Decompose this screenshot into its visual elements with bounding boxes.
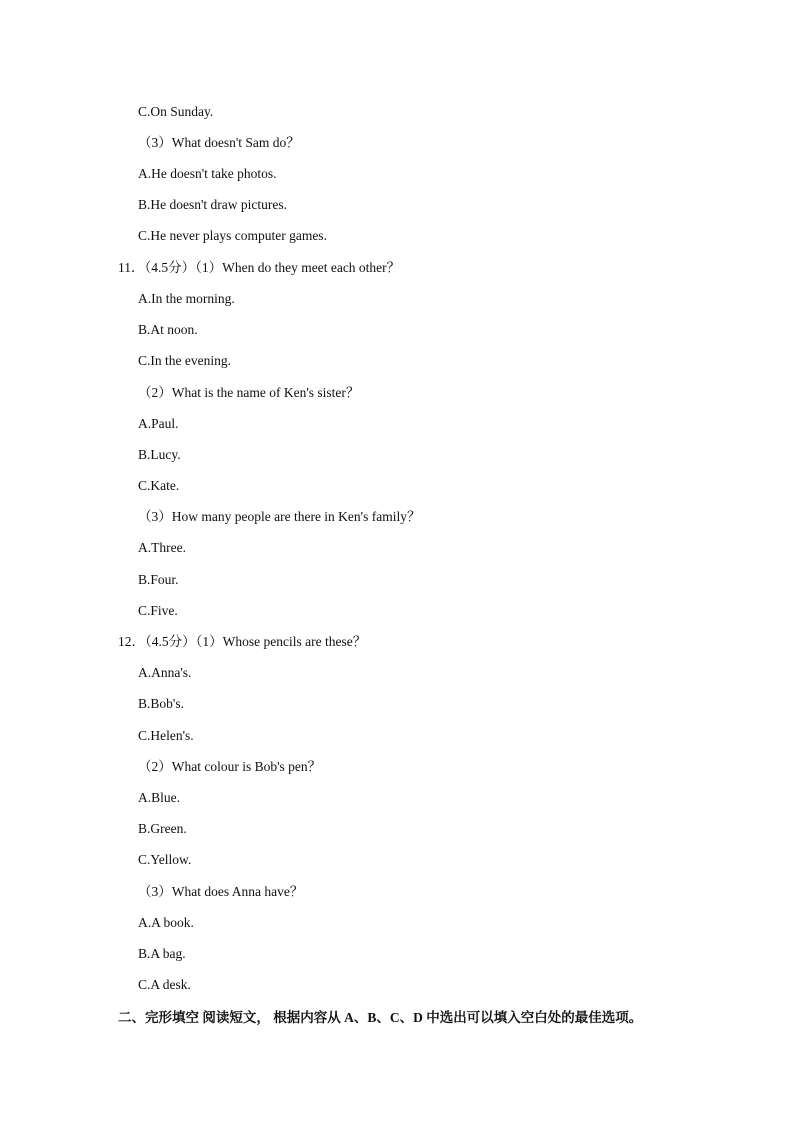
option-line: A.Blue. bbox=[138, 790, 180, 805]
option-line: B.Lucy. bbox=[138, 447, 181, 462]
section-heading: 二、完形填空 阅读短文， 根据内容从 A、B、C、D 中选出可以填入空白处的最佳选项。 bbox=[118, 1010, 643, 1025]
option-line: C.Five. bbox=[138, 603, 178, 618]
sub-question-line: （3）How many people are there in Ken's family？ bbox=[138, 509, 421, 524]
option-line: C.Helen's. bbox=[138, 728, 194, 743]
option-line: C.In the evening. bbox=[138, 353, 231, 368]
sub-question-line: （3）What doesn't Sam do？ bbox=[138, 135, 300, 150]
option-line: A.In the morning. bbox=[138, 291, 235, 306]
question-12-line: 12．（4.5分）（1）Whose pencils are these？ bbox=[118, 634, 367, 649]
option-line: A.Paul. bbox=[138, 416, 179, 431]
sub-question-line: （3）What does Anna have？ bbox=[138, 884, 304, 899]
option-line: A.He doesn't take photos. bbox=[138, 166, 277, 181]
option-line: C.He never plays computer games. bbox=[138, 228, 327, 243]
option-line: B.He doesn't draw pictures. bbox=[138, 197, 288, 212]
option-line: B.Green. bbox=[138, 821, 187, 836]
option-line: C.Yellow. bbox=[138, 852, 192, 867]
option-line: C.Kate. bbox=[138, 478, 180, 493]
option-line: A.Three. bbox=[138, 540, 186, 555]
option-line: B.A bag. bbox=[138, 946, 186, 961]
option-line: C.A desk. bbox=[138, 977, 191, 992]
option-line: C.On Sunday. bbox=[138, 104, 214, 119]
option-line: A.Anna's. bbox=[138, 665, 192, 680]
sub-question-line: （2）What is the name of Ken's sister？ bbox=[138, 385, 360, 400]
option-line: B.Four. bbox=[138, 572, 179, 587]
option-line: A.A book. bbox=[138, 915, 194, 930]
sub-question-line: （2）What colour is Bob's pen？ bbox=[138, 759, 322, 774]
option-line: B.Bob's. bbox=[138, 696, 184, 711]
option-line: B.At noon. bbox=[138, 322, 198, 337]
question-11-line: 11．（4.5分）（1）When do they meet each other？ bbox=[118, 260, 401, 275]
